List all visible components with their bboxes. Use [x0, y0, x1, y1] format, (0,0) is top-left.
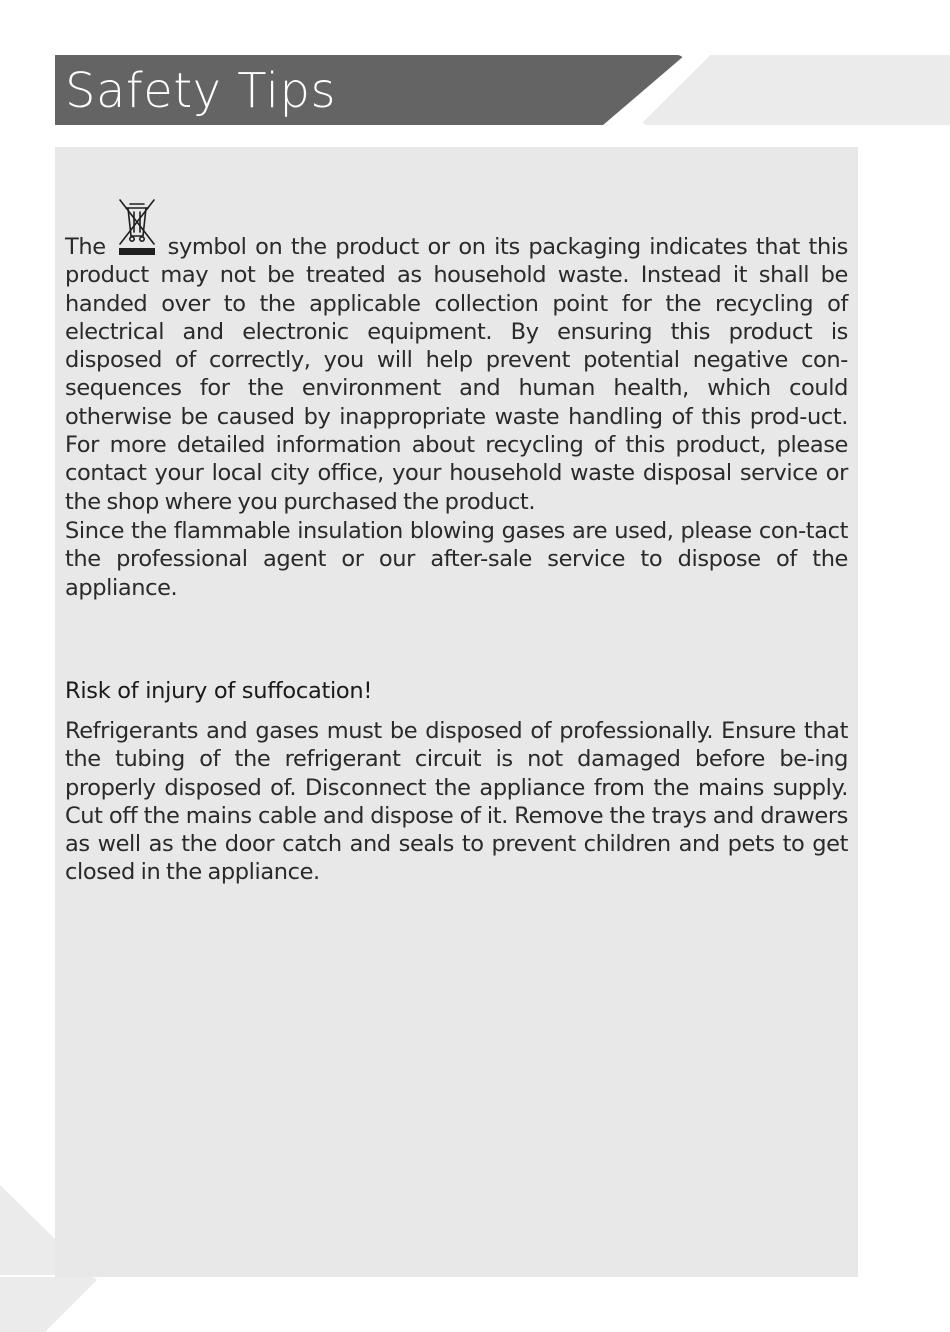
- refrigerant-disposal-paragraph: Refrigerants and gases must be disposed of professionally. Ensure that the tubing of the refrigerant circuit is not damaged before be-ing properly disposed of. Disconnect the appliance from the mains supply. Cut off the mains cable and dispose of it. Remove the trays and drawers as well as the door catch and seals to prevent children and pets to get closed in the appliance.: [65, 718, 848, 886]
- weee-disposal-paragraph: [65, 228, 848, 516]
- weee-body-text: symbol on the product or on its packaging indicates that this product may not be treated as household waste. Instead it shall be handed over to the applicable collection point for the recycling of electrical and electronic equipment. By ensuring this product is disposed of correctly, you will help prevent potential negative con-sequences for the environment and human health, which could otherwise be caused by inappropriate waste handling of this prod-uct. For more detailed information about recycling of this product, please contact your local city office, your household waste disposal service or the shop where you purchased the product.: [65, 234, 848, 515]
- header-decoration: [640, 55, 950, 125]
- page-title: Safety Tips: [65, 63, 336, 119]
- suffocation-heading: Risk of injury of suffocation!: [65, 678, 373, 704]
- corner-decoration-lower: [0, 1277, 100, 1332]
- crossed-out-wheelie-bin-icon: [114, 228, 160, 254]
- weee-lead-word: The: [65, 234, 106, 260]
- gas-disposal-paragraph: Since the flammable insulation blowing gases are used, please con-tact the professional agent or our after-sale service to dispose of the appliance.: [65, 518, 848, 601]
- corner-decoration-upper: [0, 1185, 55, 1275]
